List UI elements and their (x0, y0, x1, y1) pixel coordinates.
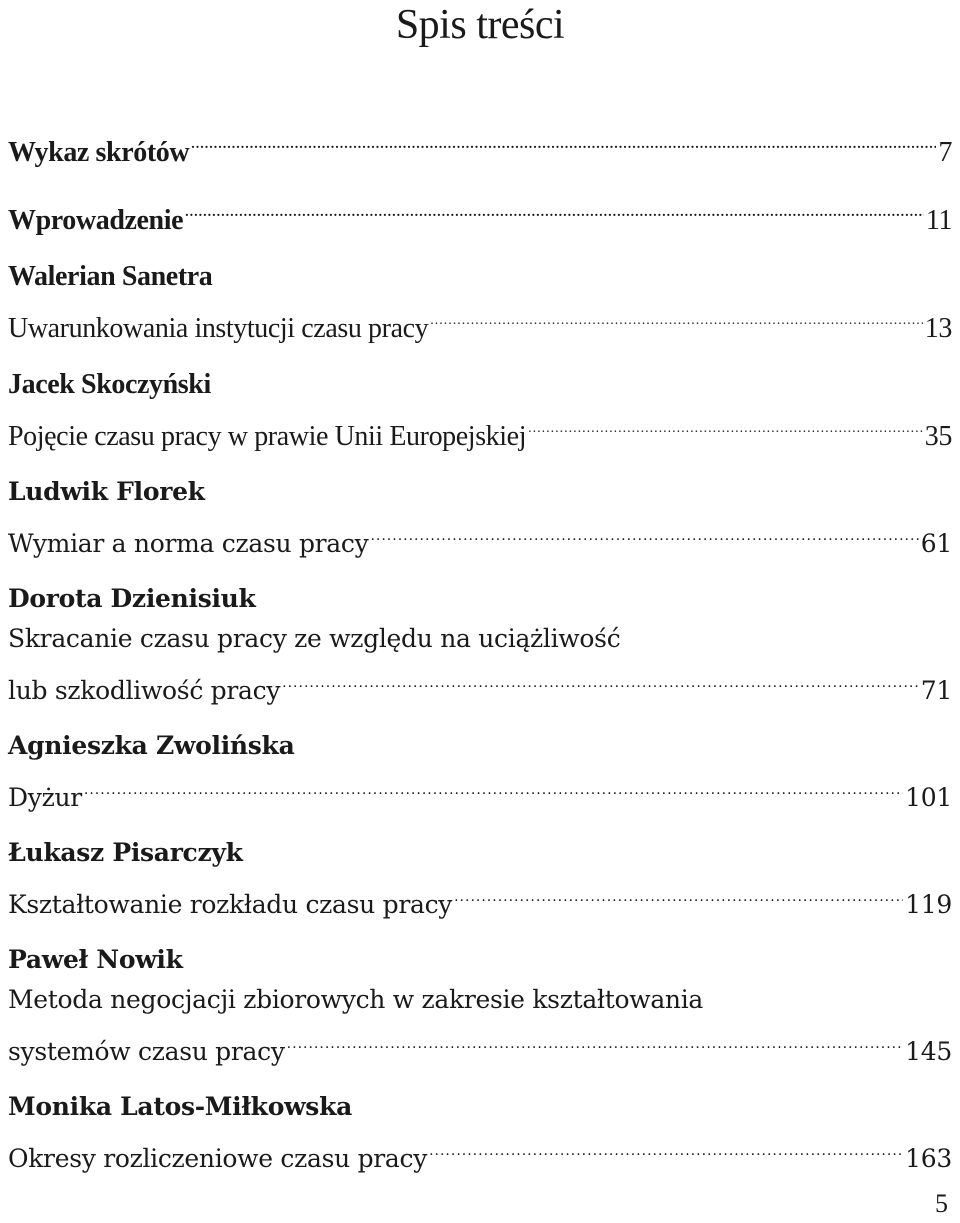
toc-entry (8, 1087, 952, 1179)
toc-entry (8, 940, 952, 1072)
toc-entry-title: Pojęcie czasu pracy w prawie Unii Europejskiej (8, 421, 527, 452)
toc-entry-line[interactable] (8, 1127, 952, 1179)
toc-entry-line[interactable] (8, 873, 952, 925)
toc-author: Jacek Skoczyński (8, 369, 211, 400)
toc-entry-line[interactable] (8, 297, 952, 349)
toc-author: Paweł Nowik (8, 945, 183, 974)
table-of-contents (8, 121, 952, 1179)
toc-entry (8, 121, 952, 173)
toc-entry-line[interactable] (8, 1020, 952, 1072)
dot-leader (454, 873, 903, 913)
toc-author: Walerian Sanetra (8, 261, 213, 292)
toc-page-number: 61 (920, 529, 952, 558)
dot-leader (282, 659, 919, 699)
toc-page-number: 163 (905, 1144, 952, 1173)
toc-entry-title: Kształtowanie rozkładu czasu pracy (8, 890, 453, 919)
dot-leader (430, 297, 923, 337)
toc-page-number: 119 (905, 890, 952, 919)
dot-leader (287, 1020, 904, 1060)
toc-entry-title-line[interactable]: Skracanie czasu pracy ze względu na uciążliwość (8, 624, 621, 653)
toc-entry-title: Wymiar a norma czasu pracy (8, 529, 369, 558)
toc-entry-title: Uwarunkowania instytucji czasu pracy (8, 313, 429, 344)
toc-page-number: 71 (920, 676, 952, 705)
toc-entry (8, 579, 952, 711)
toc-entry-line[interactable] (8, 405, 952, 457)
toc-author: Łukasz Pisarczyk (8, 838, 243, 867)
toc-entry-line[interactable] (8, 512, 952, 564)
toc-entry-title: Dyżur (8, 783, 82, 812)
dot-leader (84, 766, 903, 806)
page-title: Spis treści (395, 2, 565, 48)
dot-leader (185, 189, 924, 229)
toc-author: Dorota Dzienisiuk (8, 584, 256, 613)
toc-entry-title-line[interactable]: Metoda negocjacji zbiorowych w zakresie kształtowania (8, 985, 704, 1014)
dot-leader (429, 1127, 903, 1167)
toc-entry-line[interactable] (8, 766, 952, 818)
toc-entry-title: systemów czasu pracy (8, 1037, 285, 1066)
toc-entry (8, 257, 952, 349)
toc-author: Agnieszka Zwolińska (8, 731, 295, 760)
dot-leader (528, 405, 923, 445)
toc-entry (8, 472, 952, 564)
toc-entry-line[interactable] (8, 121, 952, 173)
toc-entry-title: Wykaz skrótów (8, 137, 190, 168)
toc-author: Ludwik Florek (8, 477, 205, 506)
toc-entry (8, 365, 952, 457)
dot-leader (191, 121, 936, 161)
toc-page-number: 101 (905, 783, 952, 812)
dot-leader (370, 512, 918, 552)
toc-entry-title: Wprowadzenie (8, 205, 184, 236)
toc-author: Monika Latos-Miłkowska (8, 1092, 352, 1121)
toc-entry (8, 726, 952, 818)
toc-page-number: 11 (925, 205, 952, 236)
toc-entry-line[interactable] (8, 659, 952, 711)
page-number-folio: 5 (935, 1189, 948, 1218)
toc-page-number: 13 (924, 313, 952, 344)
toc-entry (8, 189, 952, 241)
toc-page-number: 145 (905, 1037, 952, 1066)
toc-entry (8, 833, 952, 925)
toc-page-number: 7 (938, 137, 952, 168)
toc-entry-title: Okresy rozliczeniowe czasu pracy (8, 1144, 428, 1173)
toc-page-number: 35 (924, 421, 952, 452)
toc-entry-title: lub szkodliwość pracy (8, 676, 281, 705)
toc-entry-line[interactable] (8, 189, 952, 241)
